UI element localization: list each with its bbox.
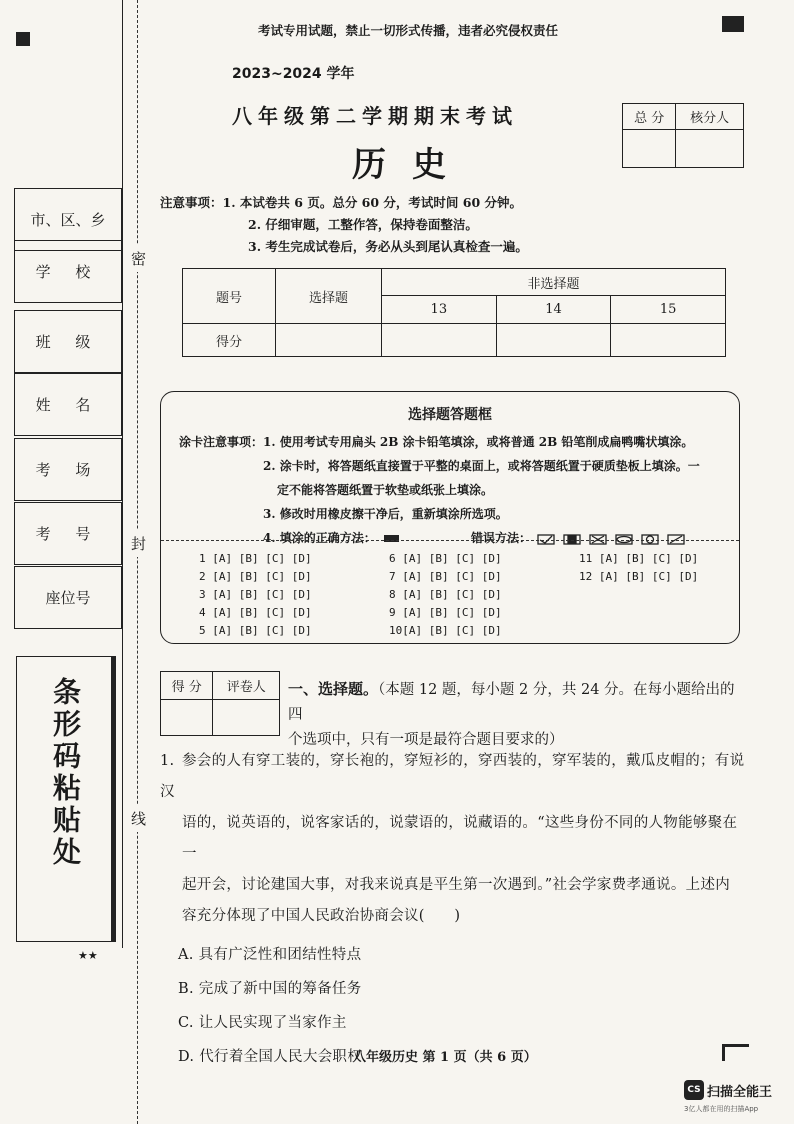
answer-note-2: 2. 涂卡时，将答题纸直接置于平整的桌面上，或将答题纸置于硬质垫板上填涂。一: [263, 459, 700, 473]
answer-row-3[interactable]: 3 [A] [B] [C] [D]: [199, 588, 312, 601]
answer-row-8[interactable]: 8 [A] [B] [C] [D]: [389, 588, 502, 601]
score-table-col-13: 13: [382, 296, 497, 324]
score-table-col-15: 15: [611, 296, 726, 324]
question-1-line-3: 起开会，讨论建国大事，对我来说真是平生第一次遇到。”社会学家费孝通说。上述内: [182, 877, 731, 893]
answer-col-1: [199, 550, 312, 640]
note-2: 2. 仔细审题，工整作答，保持卷面整洁。: [248, 217, 478, 232]
grader-defen: 得 分: [161, 672, 213, 700]
score-table: [182, 268, 726, 357]
info-exam-room[interactable]: 考 场: [14, 438, 122, 501]
question-1-line-2: 语的，说英语的，说客家话的，说蒙语的，说藏语的。“这些身份不同的人物能够聚在一: [182, 815, 738, 862]
total-score-header: 总 分: [623, 104, 676, 130]
info-district[interactable]: 市、区、乡: [14, 188, 122, 251]
info-school[interactable]: 学 校: [14, 240, 122, 303]
seal-line: [137, 0, 138, 1124]
question-1-option-b[interactable]: B. 完成了新中国的筹备任务: [178, 981, 362, 997]
checker-cell[interactable]: [676, 130, 744, 168]
section1-desc-2: 个选项中，只有一项是最符合题目要求的）: [288, 732, 564, 748]
note-3: 3. 考生完成试卷后，务必从头到尾认真检查一遍。: [248, 239, 528, 254]
answer-col-2: [389, 550, 502, 640]
corner-mark-top-left: [16, 32, 30, 46]
question-1-line-1: 参会的人有穿工装的，穿长袍的，穿短衫的，穿西装的，穿军装的，戴瓜皮帽的；有说汉: [160, 753, 745, 800]
answer-card-title: 选择题答题框: [408, 407, 492, 423]
question-1: [160, 746, 750, 1074]
answer-row-10[interactable]: 10[A] [B] [C] [D]: [389, 624, 502, 637]
question-1-line-4: 容充分体现了中国人民政治协商会议( ): [182, 908, 461, 924]
score-table-feixuanze: 非选择题: [382, 269, 726, 296]
question-1-option-c[interactable]: C. 让人民实现了当家作主: [178, 1015, 347, 1031]
question-1-option-d[interactable]: D. 代行着全国人民大会职权: [178, 1049, 363, 1065]
section1-heading: [288, 677, 748, 753]
exam-title: 八年级第二学期期末考试: [232, 104, 518, 128]
total-score-cell[interactable]: [623, 130, 676, 168]
answer-row-6[interactable]: 6 [A] [B] [C] [D]: [389, 552, 502, 565]
score-cell-13[interactable]: [382, 324, 497, 357]
wrong-method-label: 错误方法：: [471, 531, 532, 545]
barcode-area: [16, 656, 116, 942]
score-cell-14[interactable]: [496, 324, 611, 357]
score-table-xuanze: 选择题: [276, 269, 382, 324]
answer-col-3: [579, 550, 698, 586]
answer-row-2[interactable]: 2 [A] [B] [C] [D]: [199, 570, 312, 583]
header-notice: 考试专用试题，禁止一切形式传播，违者必究侵权责任: [258, 23, 559, 38]
left-column-border: [122, 0, 123, 948]
answer-card-notes: [179, 430, 734, 550]
scanner-brand: 扫描全能王: [707, 1085, 773, 1100]
answer-row-9[interactable]: 9 [A] [B] [C] [D]: [389, 606, 502, 619]
answer-note-1: 1. 使用考试专用扁头 2B 涂卡铅笔填涂，或将普通 2B 铅笔削成扁鸭嘴状填涂。: [263, 435, 694, 449]
seal-char-feng: 封: [131, 530, 146, 557]
score-cell-xuanze[interactable]: [276, 324, 382, 357]
seal-char-mi: 密: [131, 245, 146, 272]
score-table-tihao: 题号: [183, 269, 276, 324]
info-exam-number[interactable]: 考 号: [14, 502, 122, 565]
answer-note-2b: 定不能将答题纸置于软垫或纸张上填涂。: [277, 483, 494, 497]
score-table-col-14: 14: [496, 296, 611, 324]
score-table-defen: 得分: [183, 324, 276, 357]
info-class[interactable]: 班 级: [14, 310, 122, 373]
scanner-watermark: [684, 1080, 790, 1118]
barcode-label: 条形码粘贴处: [49, 677, 82, 869]
school-year: 2023~2024 学年: [232, 66, 355, 82]
answer-row-5[interactable]: 5 [A] [B] [C] [D]: [199, 624, 312, 637]
grader-name-cell[interactable]: [213, 700, 280, 736]
answer-row-4[interactable]: 4 [A] [B] [C] [D]: [199, 606, 312, 619]
score-cell-15[interactable]: [611, 324, 726, 357]
stars: ★★: [78, 949, 98, 962]
section1-desc-1: （本题 12 题，每小题 2 分，共 24 分。在每小题给出的四: [288, 682, 735, 723]
scanner-logo-icon: CS: [684, 1080, 704, 1100]
grader-pingjuanren: 评卷人: [213, 672, 280, 700]
answer-note-3: 3. 修改时用橡皮擦干净后，重新填涂所选项。: [263, 507, 508, 521]
seal-char-xian: 线: [131, 805, 146, 832]
total-score-table: [622, 103, 744, 168]
section1-title: 一、选择题。: [288, 680, 379, 698]
info-seat[interactable]: 座位号: [14, 566, 122, 629]
notes-block: [160, 192, 528, 258]
answer-card-divider: [161, 540, 739, 541]
grader-score-cell[interactable]: [161, 700, 213, 736]
answer-card: [160, 391, 740, 644]
checker-header: 核分人: [676, 104, 744, 130]
answer-note-4: 4. 填涂的正确方法：: [263, 531, 376, 545]
question-1-option-a[interactable]: A. 具有广泛性和团结性特点: [178, 947, 362, 963]
answer-row-7[interactable]: 7 [A] [B] [C] [D]: [389, 570, 502, 583]
answer-row-12[interactable]: 12 [A] [B] [C] [D]: [579, 570, 699, 583]
grader-table: [160, 671, 280, 736]
corner-mark-top-right: [722, 16, 744, 32]
answer-row-11[interactable]: 11 [A] [B] [C] [D]: [579, 552, 699, 565]
note-1: 1. 本试卷共 6 页。总分 60 分，考试时间 60 分钟。: [222, 195, 523, 210]
question-1-number: 1.: [160, 753, 175, 769]
answer-row-1[interactable]: 1 [A] [B] [C] [D]: [199, 552, 312, 565]
info-name[interactable]: 姓 名: [14, 373, 122, 436]
subject-title: 历史: [352, 145, 472, 185]
notes-label: 注意事项：: [160, 195, 223, 210]
scanner-tagline: 3亿人都在用的扫描App: [684, 1105, 759, 1113]
student-info-column: [14, 188, 122, 648]
answer-card-notes-label: 涂卡注意事项：: [179, 435, 264, 449]
page-footer: 八年级历史 第 1 页（共 6 页）: [353, 1050, 537, 1065]
